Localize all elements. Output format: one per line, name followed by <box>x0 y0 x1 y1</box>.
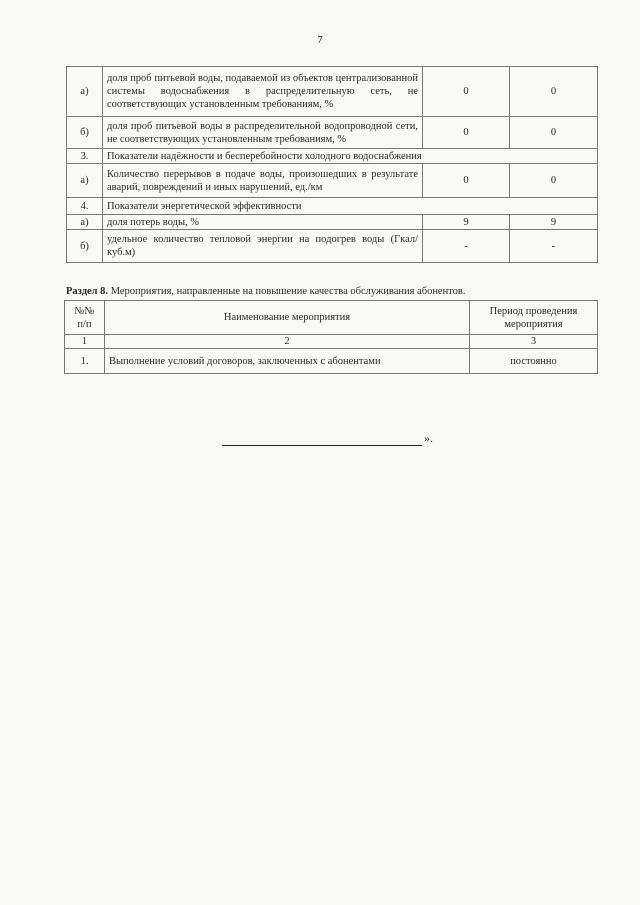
indicator-value: 0 <box>423 67 510 117</box>
header-name: Наименование мероприятия <box>105 301 470 335</box>
indicators-table <box>66 66 598 263</box>
indicator-text: доля потерь воды, % <box>103 215 423 230</box>
table-row <box>67 215 598 230</box>
measures-table <box>64 300 598 374</box>
header-row <box>65 301 598 335</box>
table-row <box>65 349 598 374</box>
section-title <box>66 286 597 297</box>
section-index: 4. <box>67 198 103 215</box>
table-row <box>67 117 598 149</box>
indicator-text: Количество перерывов в подаче воды, произошедших в результате аварий, повреждений и иных нарушений, ед./км <box>103 164 423 198</box>
section-heading: Показатели энергетической эффективности <box>103 198 598 215</box>
page-number: 7 <box>317 34 323 46</box>
closing-line <box>222 433 422 446</box>
header-period: Период проведения мероприятия <box>470 301 598 335</box>
indicator-text: удельное количество тепловой энергии на подогрев воды (Гкал/куб.м) <box>103 230 423 263</box>
row-index: б) <box>67 117 103 149</box>
row-index: а) <box>67 215 103 230</box>
indicator-value: - <box>423 230 510 263</box>
section-row <box>67 198 598 215</box>
section-index: 3. <box>67 149 103 164</box>
column-number: 3 <box>470 335 598 349</box>
column-number: 1 <box>65 335 105 349</box>
indicator-value: 9 <box>423 215 510 230</box>
section-name: Мероприятия, направленные на повышение качества обслуживания абонентов. <box>110 286 466 297</box>
indicator-value: 0 <box>423 164 510 198</box>
row-index: б) <box>67 230 103 263</box>
indicator-text: доля проб питьевой воды, подаваемой из объектов централизованной системы водоснабжения в распределительную сеть, не соответствующих установленным требованиям, % <box>103 67 423 117</box>
section-row <box>67 149 598 164</box>
header-number: №№ п/п <box>65 301 105 335</box>
indicator-value: 0 <box>510 117 598 149</box>
indicator-text: доля проб питьевой воды в распределительной водопроводной сети, не соответствующих установленным требованиям, % <box>103 117 423 149</box>
row-index: а) <box>67 67 103 117</box>
section-label: Раздел 8. <box>66 286 109 297</box>
table-row <box>67 164 598 198</box>
table-row <box>67 230 598 263</box>
indicator-value: 0 <box>510 164 598 198</box>
row-number: 1. <box>65 349 105 374</box>
column-number: 2 <box>105 335 470 349</box>
section-heading: Показатели надёжности и бесперебойности холодного водоснабжения <box>103 149 598 164</box>
measure-name: Выполнение условий договоров, заключенных с абонентами <box>105 349 470 374</box>
indicator-value: 9 <box>510 215 598 230</box>
table-row <box>67 67 598 117</box>
measure-period: постоянно <box>470 349 598 374</box>
indicator-value: 0 <box>510 67 598 117</box>
column-number-row <box>65 335 598 349</box>
indicator-value: - <box>510 230 598 263</box>
closing-quote: ». <box>424 431 433 445</box>
indicator-value: 0 <box>423 117 510 149</box>
row-index: а) <box>67 164 103 198</box>
